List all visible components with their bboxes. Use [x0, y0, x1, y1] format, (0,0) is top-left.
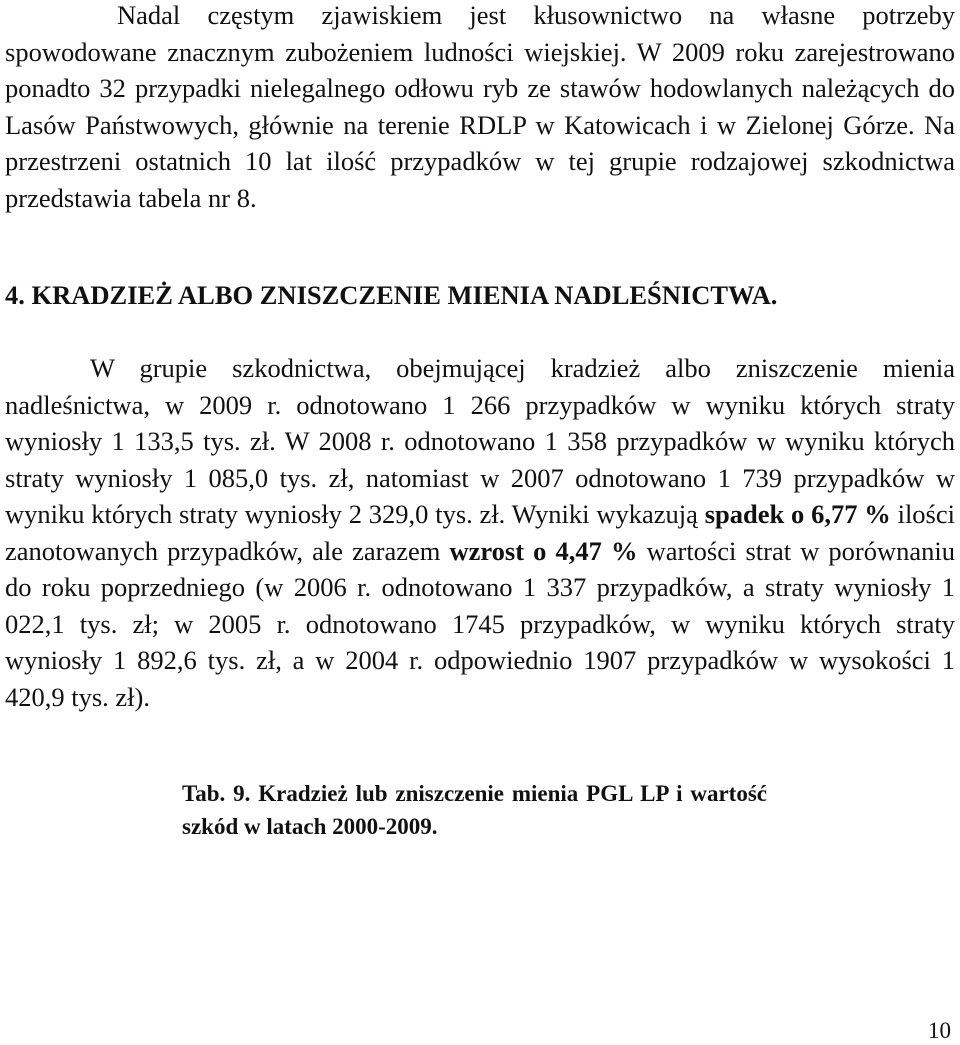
- page-number: 10: [928, 1018, 951, 1043]
- increase-highlight: wzrost o 4,47 %: [449, 535, 638, 566]
- paragraph-theft-text-2: ilości zanotowanych przypadków, ale zarazem: [5, 499, 955, 566]
- paragraph-poaching: Nadal częstym zjawiskiem jest kłusownictwo na własne potrzeby spowodowane znacznym zubożeniem ludności wiejskiej. W 2009 roku zarejestrowano ponadto 32 przypadki nielegalnego odłowu ryb ze stawów hodowlanych należących do Lasów Państwowych, głównie na terenie RDLP w Katowicach i w Zielonej Górze. Na przestrzeni ostatnich 10 lat ilość przypadków w tej grupie rodzajowej szkodnictwa przedstawia tabela nr 8.: [5, 0, 955, 213]
- paragraph-theft-text-3: wartości strat w porównaniu do roku poprzedniego (w 2006 r. odnotowano 1 337 przypadków, a straty wyniosły 1 022,1 tys. zł; w 2005 r. odnotowano 1745 przypadków, w wyniku których straty wyniosły 1 892,6 tys. zł, a w 2004 r. odpowiednio 1907 przypadków w wysokości 1 420,9 tys. zł).: [5, 535, 956, 712]
- section-heading: 4. KRADZIEŻ ALBO ZNISZCZENIE MIENIA NADLEŚNICTWA.: [5, 280, 778, 310]
- decrease-highlight: spadek o 6,77 %: [704, 499, 891, 529]
- paragraph-theft-text-1: W grupie szkodnictwa, obejmującej kradzież albo zniszczenie mienia nadleśnictwa, w 2009 r. odnotowano 1 266 przypadków w wyniku których straty wyniosły 1 133,5 tys. zł. W 2008 r. odnotowano 1 358 przypadków w wyniku których straty wyniosły 1 085,0 tys. zł, natomiast w 2007 odnotowano 1 739 przypadków w wyniku których straty wyniosły 2 329,0 tys. zł. Wyniki wykazują: [5, 353, 955, 529]
- table-caption: Tab. 9. Kradzież lub zniszczenie mienia PGL LP i wartość szkód w latach 2000-2009.: [182, 781, 767, 839]
- document-page: [5, 0, 955, 1045]
- paragraph-theft: [5, 350, 955, 715]
